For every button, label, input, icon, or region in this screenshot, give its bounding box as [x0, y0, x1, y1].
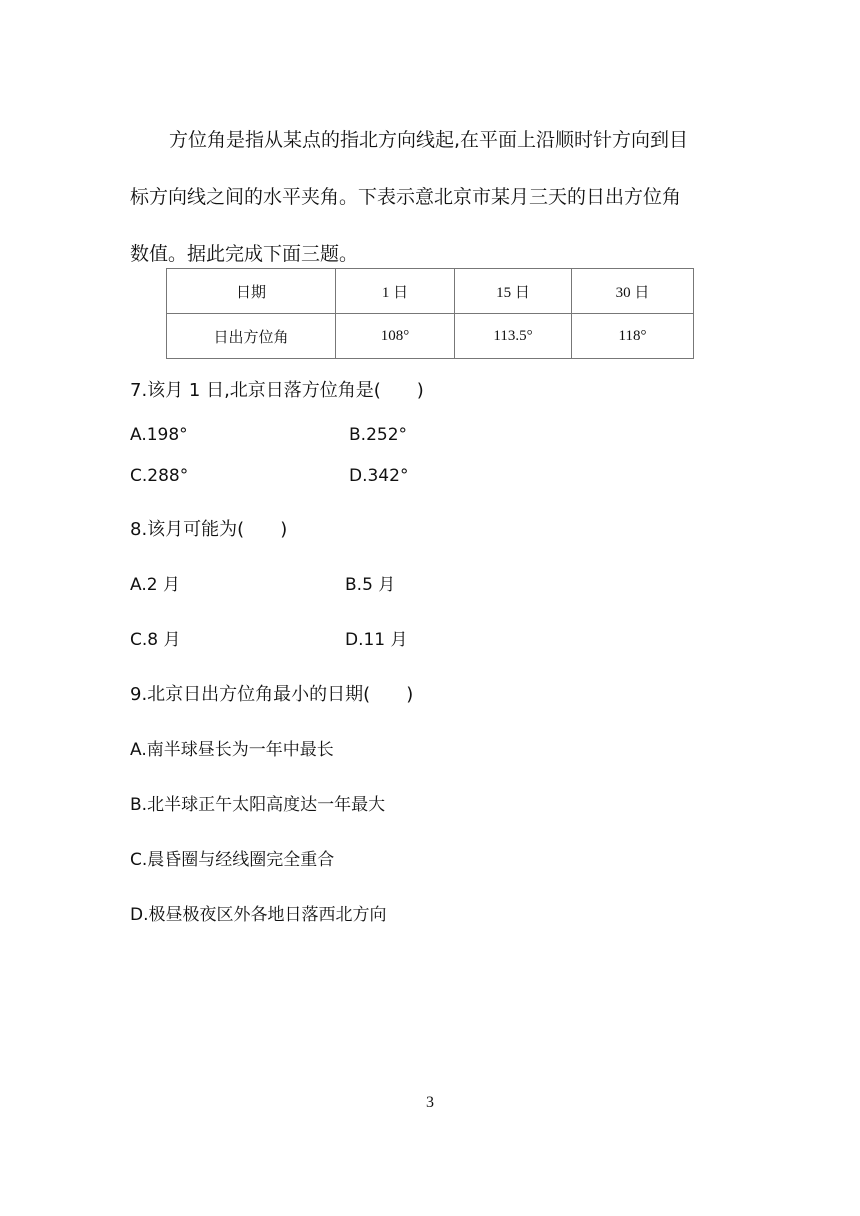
intro-line-2: 标方向线之间的水平夹角。下表示意北京市某月三天的日出方位角 [130, 186, 682, 208]
q9-option-d: D.极昼极夜区外各地日落西北方向 [130, 905, 387, 925]
table-cell: 30 日 [572, 269, 694, 314]
table-cell: 日出方位角 [167, 314, 336, 359]
table-cell: 113.5° [455, 314, 572, 359]
table-cell: 15 日 [455, 269, 572, 314]
question-8-stem: 8.该月可能为( ) [130, 519, 288, 540]
table-header-row [167, 269, 694, 314]
q7-option-a: A.198° [130, 425, 188, 445]
q9-option-c: C.晨昏圈与经线圈完全重合 [130, 850, 335, 870]
question-7-stem: 7.该月 1 日,北京日落方位角是( ) [130, 380, 424, 401]
q8-option-d: D.11 月 [345, 630, 408, 650]
q7-option-c: C.288° [130, 466, 189, 486]
q7-option-b: B.252° [349, 425, 408, 445]
q8-option-b: B.5 月 [345, 575, 396, 595]
table-cell: 日期 [167, 269, 336, 314]
sunrise-azimuth-table [166, 268, 694, 359]
q8-option-c: C.8 月 [130, 630, 181, 650]
intro-line-3: 数值。据此完成下面三题。 [130, 243, 359, 265]
intro-line-1: 方位角是指从某点的指北方向线起,在平面上沿顺时针方向到目 [169, 129, 689, 151]
table-cell: 108° [336, 314, 455, 359]
q9-option-a: A.南半球昼长为一年中最长 [130, 740, 334, 760]
question-9-stem: 9.北京日出方位角最小的日期( ) [130, 684, 414, 705]
intro-paragraph [130, 112, 730, 283]
q8-option-a: A.2 月 [130, 575, 180, 595]
q9-option-b: B.北半球正午太阳高度达一年最大 [130, 795, 386, 815]
page-number: 3 [426, 1094, 434, 1111]
table-cell: 1 日 [336, 269, 455, 314]
table-cell: 118° [572, 314, 694, 359]
q7-option-d: D.342° [349, 466, 409, 486]
table-row [167, 314, 694, 359]
